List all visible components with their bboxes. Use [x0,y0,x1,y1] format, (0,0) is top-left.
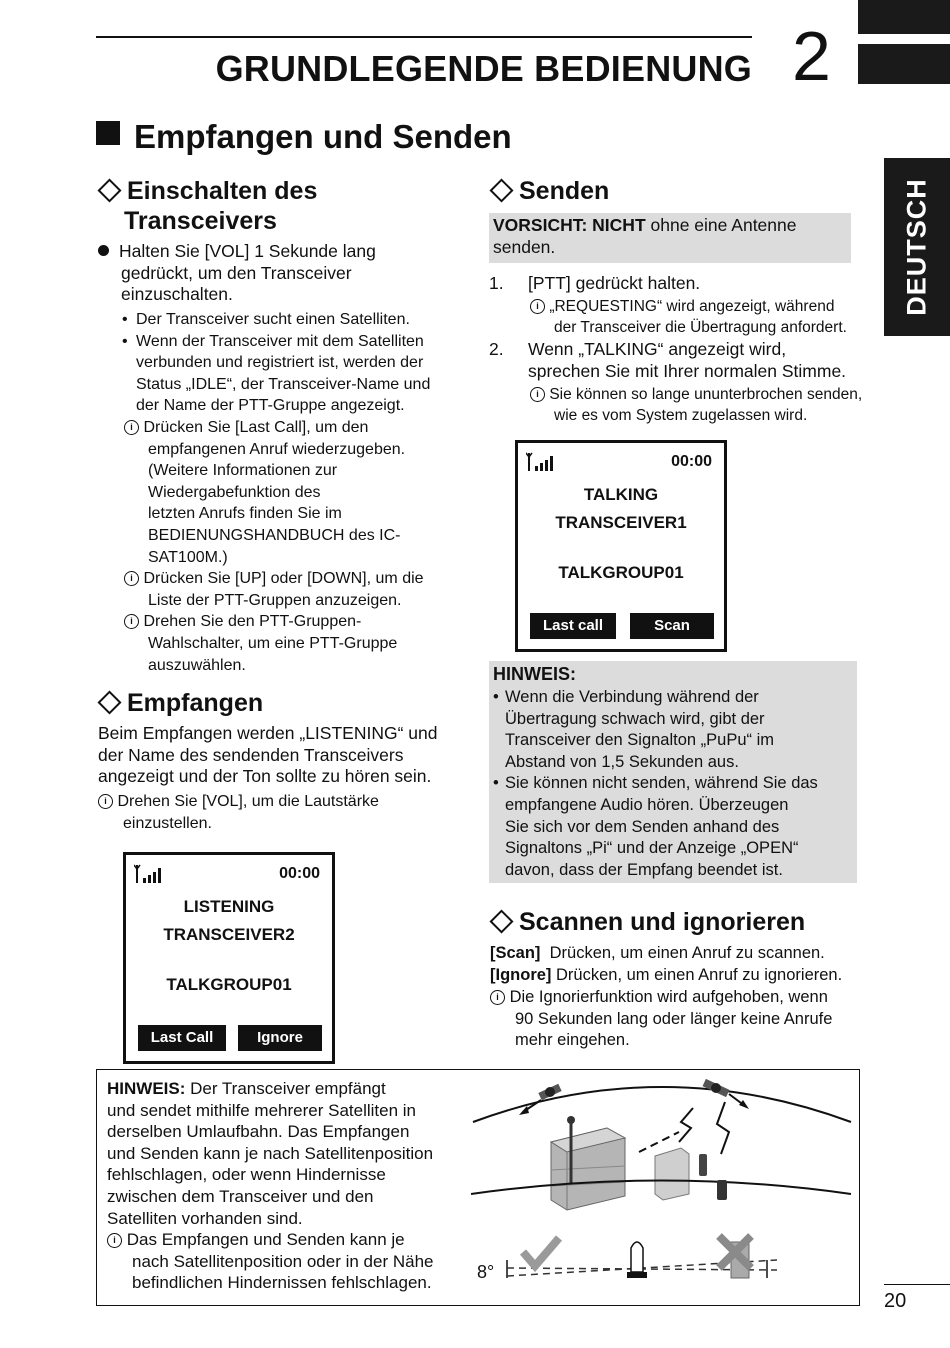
einschalten-info: i Drücken Sie [Last Call], um den empfangenen Anruf wiederzugeben. (Weitere Informationen zur Wiedergabefunktion des letzten Anrufs finden Sie im BEDIENUNGSHANDBUCH des IC- SAT100M.) i Drücken Sie [UP] oder [DOWN], um die Liste der PTT-Gruppen anzuzeigen. i Drehen Sie den PTT-Gruppen- Wahlschalter, um eine PTT-Gruppe auszuwählen. [124,417,484,676]
scan-line: [Scan] Drücken, um einen Anruf zu scannen. [490,944,825,962]
check-icon [523,1238,559,1266]
display-time: 00:00 [671,453,712,470]
diamond-icon [97,690,121,714]
building-icon [551,1128,625,1210]
chapter-tab-top [858,0,950,34]
ignore-button[interactable]: Ignore [238,1025,322,1051]
step1-number: 1. [489,273,504,293]
heading-scannen: Scannen und ignorieren [490,907,805,937]
info-icon: i [124,420,139,435]
step2-info: i Sie können so lange ununterbrochen senden, wie es vom System zugelassen wird. [530,384,870,426]
transceiver-icon [717,1180,727,1200]
info-icon: i [124,614,139,629]
display-listening [123,852,335,1064]
info-icon: i [107,1233,122,1248]
display-time: 00:00 [279,865,320,882]
heading-empfangen: Empfangen [98,688,263,718]
diamond-icon [97,178,121,202]
info-icon: i [124,571,139,586]
info-icon: i [530,387,545,402]
page-number: 20 [884,1290,907,1312]
heading-einschalten: Einschalten des [98,176,317,206]
display-group: TALKGROUP01 [166,975,292,994]
display-status: LISTENING [183,897,275,916]
step2-text: Wenn „TALKING“ angezeigt wird, sprechen Sie mit Ihrer normalen Stimme. [528,339,847,381]
display-name: TRANSCEIVER2 [163,925,295,944]
antenna-device-icon [627,1242,647,1278]
section-title: Empfangen und Senden [96,118,512,156]
diamond-icon [489,909,513,933]
einschalten-main: Halten Sie [VOL] 1 Sekunde lang gedrückt, um den Transceiver einzuschalten. [98,241,478,306]
step2-number: 2. [489,339,504,359]
language-tab [884,158,950,336]
chapter-title: GRUNDLEGENDE BEDIENUNG [215,48,752,89]
step1-text: [PTT] gedrückt halten. [528,273,701,293]
info-icon: i [98,794,113,809]
language-tab-label: DEUTSCH [901,178,932,316]
square-bullet-icon [96,121,120,145]
signal-strength-icon [134,863,168,885]
bullet-icon [98,245,109,256]
scannen-info: i Die Ignorierfunktion wird aufgehoben, wenn 90 Sekunden lang oder länger keine Anrufe mehr eingehen. [490,987,870,1052]
last-call-button[interactable]: Last Call [138,1025,226,1051]
satellite-right-icon [703,1079,730,1097]
diamond-icon [489,178,513,202]
transceiver-icon [699,1154,707,1176]
display-name: TRANSCEIVER1 [555,513,687,532]
einschalten-dots: • Der Transceiver sucht einen Satelliten. • Wenn der Transceiver mit dem Satelliten verbunden und registriert ist, werden der Status „IDLE“, der Transceiver-Name und der Name der PTT-Gruppe angezeigt. [122,311,431,415]
signal-bolt-icon [717,1102,729,1154]
chapter-tab-bottom [858,44,950,84]
step1-info: i „REQUESTING“ wird angezeigt, während der Transceiver die Übertragung anfordert. [530,296,870,338]
angle-label: 8° [477,1262,495,1282]
info-icon: i [490,990,505,1005]
empfangen-body: Beim Empfangen werden „LISTENING“ und der Name des sendenden Transceivers angezeigt und der Ton sollte zu hören sein. [98,723,438,787]
heading-senden: Senden [490,176,609,206]
satellite-illustration [467,1072,857,1302]
ignore-line: [Ignore] Drücken, um einen Anruf zu ignorieren. [490,966,843,984]
hinweis-box-right: HINWEIS: • Wenn die Verbindung während der Übertragung schwach wird, gibt der Transceiver den Signalton „PuPu“ im Abstand von 1,5 Sekunden aus. • Sie können nicht senden, während Sie das empfangene Audio hören. Überzeugen Sie sich vor dem Senden anhand des Signaltons „Pi“ und der Anzeige „OPEN“ davon, dass der Empfang beendet ist. [489,661,857,883]
header-rule [96,36,752,38]
display-talking [515,440,727,652]
heading-einschalten-line2: Transceivers [124,207,277,235]
scan-button[interactable]: Scan [630,613,714,639]
chapter-number: 2 [792,17,831,95]
signal-strength-icon [526,451,560,473]
caution-box: VORSICHT: NICHT ohne eine Antenne senden. [489,213,851,263]
info-icon: i [530,299,545,314]
hinweis-box-bottom: HINWEIS: Der Transceiver empfängt und sendet mithilfe mehrerer Satelliten in derselben Umlaufbahn. Das Empfangen und Senden kann je nach Satellitenposition fehlschlagen, oder wenn Hindernisse zwischen dem Transceiver und den Satelliten vorhanden sind. i Das Empfangen und Senden kann je nach Satellitenposition oder in der Nähe befindlichen Hindernissen fehlschlagen. 8° [96,1069,860,1306]
last-call-button[interactable]: Last call [530,613,616,639]
page-number-rule [884,1284,950,1285]
display-group: TALKGROUP01 [558,563,684,582]
display-status: TALKING [583,485,659,504]
empfangen-info: i Drehen Sie [VOL], um die Lautstärke einzustellen. [98,791,478,834]
building-small-icon [655,1148,689,1200]
